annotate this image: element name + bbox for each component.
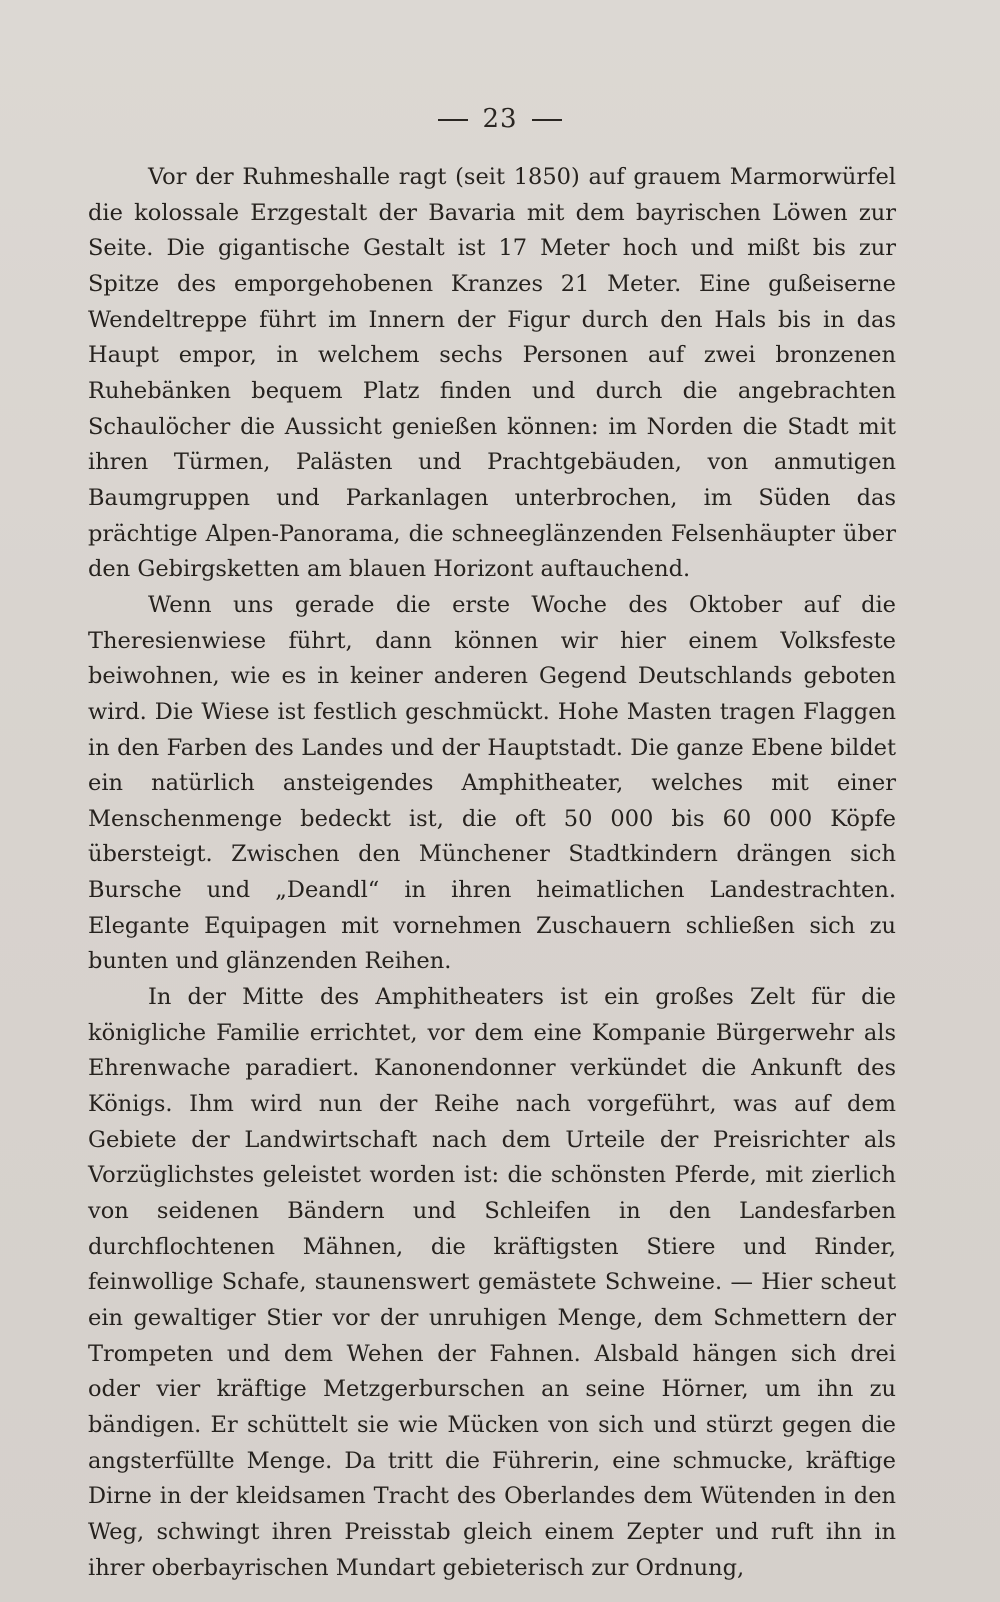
page-number: 23 <box>482 104 518 134</box>
paragraph-bavaria: Vor der Ruhmeshalle ragt (seit 1850) auf grauem Marmorwürfel die kolossale Erzgestalt der Bavaria mit dem bayrischen Löwen zur Seite. Die gigantische Gestalt ist 17 Meter hoch und mißt bis zur Spitze des emporgehobenen Kranzes 21 Meter. Eine gußeiserne Wendeltreppe führt im Innern der Figur durch den Hals bis in das Haupt empor, in welchem sechs Personen auf zwei bronzenen Ruhebänken bequem Platz finden und durch die angebrachten Schaulöcher die Aussicht genießen können: im Norden die Stadt mit ihren Türmen, Palästen und Prachtgebäuden, von anmutigen Baumgruppen und Parkanlagen unterbrochen, im Süden das prächtige Alpen-Panorama, die schneeglänzenden Felsenhäupter über den Gebirgsketten am blauen Horizont auftauchend. <box>88 164 896 583</box>
page-number-header <box>0 104 1000 134</box>
paragraph-amphitheater: In der Mitte des Amphitheaters ist ein großes Zelt für die königliche Familie errichtet, vor dem eine Kompanie Bürgerwehr als Ehrenwache paradiert. Kanonendonner verkündet die Ankunft des Königs. Ihm wird nun der Reihe nach vorgeführt, was auf dem Gebiete der Landwirtschaft nach dem Urteile der Preisrichter als Vorzüglichstes geleistet worden ist: die schönsten Pferde, mit zierlich von seidenen Bändern und Schleifen in den Landesfarben durchflochtenen Mähnen, die kräftigsten Stiere und Rinder, feinwollige Schafe, staunenswert gemästete Schweine. — Hier scheut ein gewaltiger Stier vor der unruhigen Menge, dem Schmettern der Trompeten und dem Wehen der Fahnen. Alsbald hängen sich drei oder vier kräftige Metzgerburschen an seine Hörner, um ihn zu bändigen. Er schüttelt sie wie Mücken von sich und stürzt gegen die angsterfüllte Menge. Da tritt die Führerin, eine schmucke, kräftige Dirne in der kleidsamen Tracht des Oberlandes dem Wütenden in den Weg, schwingt ihren Preisstab gleich einem Zepter und ruft ihn in ihrer oberbayrischen Mundart gebieterisch zur Ordnung, <box>88 984 896 1581</box>
left-dash <box>438 119 468 121</box>
body-text <box>88 160 896 1586</box>
paragraph-theresienwiese: Wenn uns gerade die erste Woche des Oktober auf die Theresienwiese führt, dann können wir hier einem Volksfeste beiwohnen, wie es in keiner anderen Gegend Deutschlands geboten wird. Die Wiese ist festlich geschmückt. Hohe Masten tragen Flaggen in den Farben des Landes und der Hauptstadt. Die ganze Ebene bildet ein natürlich ansteigendes Amphitheater, welches mit einer Menschenmenge bedeckt ist, die oft 50 000 bis 60 000 Köpfe übersteigt. Zwischen den Münchener Stadtkindern drängen sich Bursche und „Deandl“ in ihren heimatlichen Landestrachten. Elegante Equipagen mit vornehmen Zuschauern schließen sich zu bunten und glänzenden Reihen. <box>88 591 896 975</box>
right-dash <box>532 119 562 121</box>
